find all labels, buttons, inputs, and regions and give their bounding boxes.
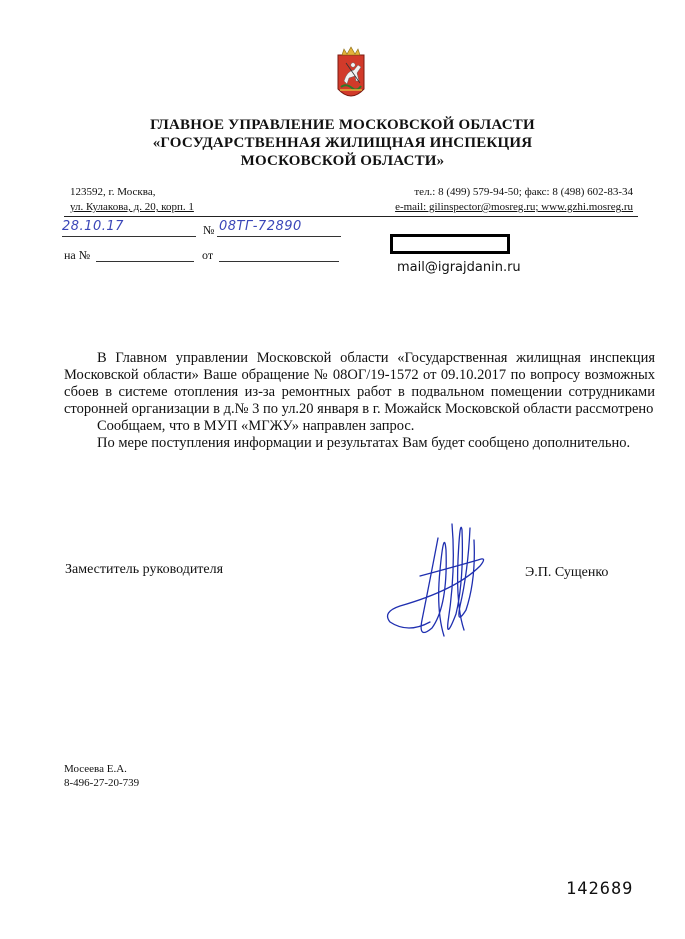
signatory-title: Заместитель руководителя bbox=[65, 562, 224, 577]
number-label: № bbox=[203, 223, 215, 237]
contact-line-1: тел.: 8 (499) 579-94-50; факс: 8 (498) 602-83-34 bbox=[414, 186, 633, 198]
address-line-1: 123592, г. Москва, bbox=[70, 186, 156, 198]
reference-from-label: от bbox=[202, 248, 214, 262]
outgoing-date: 28.10.17 bbox=[62, 219, 124, 234]
contact-info bbox=[395, 185, 633, 215]
organization-header bbox=[0, 116, 685, 170]
postal-address bbox=[70, 185, 194, 215]
recipient-email: mail@igrajdanin.ru bbox=[397, 260, 521, 275]
coat-of-arms-emblem bbox=[324, 43, 378, 107]
number-field-line bbox=[217, 236, 341, 237]
letter-body bbox=[64, 350, 655, 452]
body-paragraph-1: В Главном управлении Московской области «Государственная жилищная инспекция Московской области» Ваше обращение № 08ОГ/19-1572 от 09.10.2017 по вопросу возможных сбоев в системе отопления из-за ремонтных работ в подвальном помещении сотрудниками сторонней организации в д.№ 3 по ул.20 января в г. Можайск Московской области рассмотрено bbox=[64, 350, 655, 417]
body-paragraph-3: По мере поступления информации и результатах Вам будет сообщено дополнительно. bbox=[97, 435, 631, 451]
document-number: 142689 bbox=[566, 879, 634, 899]
executor-info bbox=[64, 762, 139, 790]
moscow-region-coat-of-arms-icon bbox=[324, 43, 378, 107]
header-line-3: МОСКОВСКОЙ ОБЛАСТИ» bbox=[240, 153, 445, 169]
handwritten-signature bbox=[360, 510, 520, 650]
body-paragraph-2: Сообщаем, что в МУП «МГЖУ» направлен запрос. bbox=[97, 418, 415, 434]
signature-icon bbox=[360, 510, 520, 650]
executor-phone: 8-496-27-20-739 bbox=[64, 777, 140, 789]
reference-date-line bbox=[219, 261, 339, 262]
contact-line-2: e-mail: gilinspector@mosreg.ru; www.gzhi.mosreg.ru bbox=[395, 201, 633, 213]
header-divider bbox=[64, 216, 638, 217]
date-field-line bbox=[62, 236, 196, 237]
outgoing-number: 08ТГ-72890 bbox=[219, 219, 302, 234]
reference-number-label: на № bbox=[64, 248, 91, 262]
reference-number-line bbox=[96, 261, 194, 262]
header-line-1: ГЛАВНОЕ УПРАВЛЕНИЕ МОСКОВСКОЙ ОБЛАСТИ bbox=[150, 117, 535, 133]
redacted-recipient-box bbox=[390, 234, 510, 254]
signatory-name: Э.П. Сущенко bbox=[525, 565, 609, 580]
address-line-2: ул. Кулакова, д. 20, корп. 1 bbox=[70, 201, 194, 213]
header-line-2: «ГОСУДАРСТВЕННАЯ ЖИЛИЩНАЯ ИНСПЕКЦИЯ bbox=[152, 135, 533, 151]
executor-name: Мосеева Е.А. bbox=[64, 763, 127, 775]
